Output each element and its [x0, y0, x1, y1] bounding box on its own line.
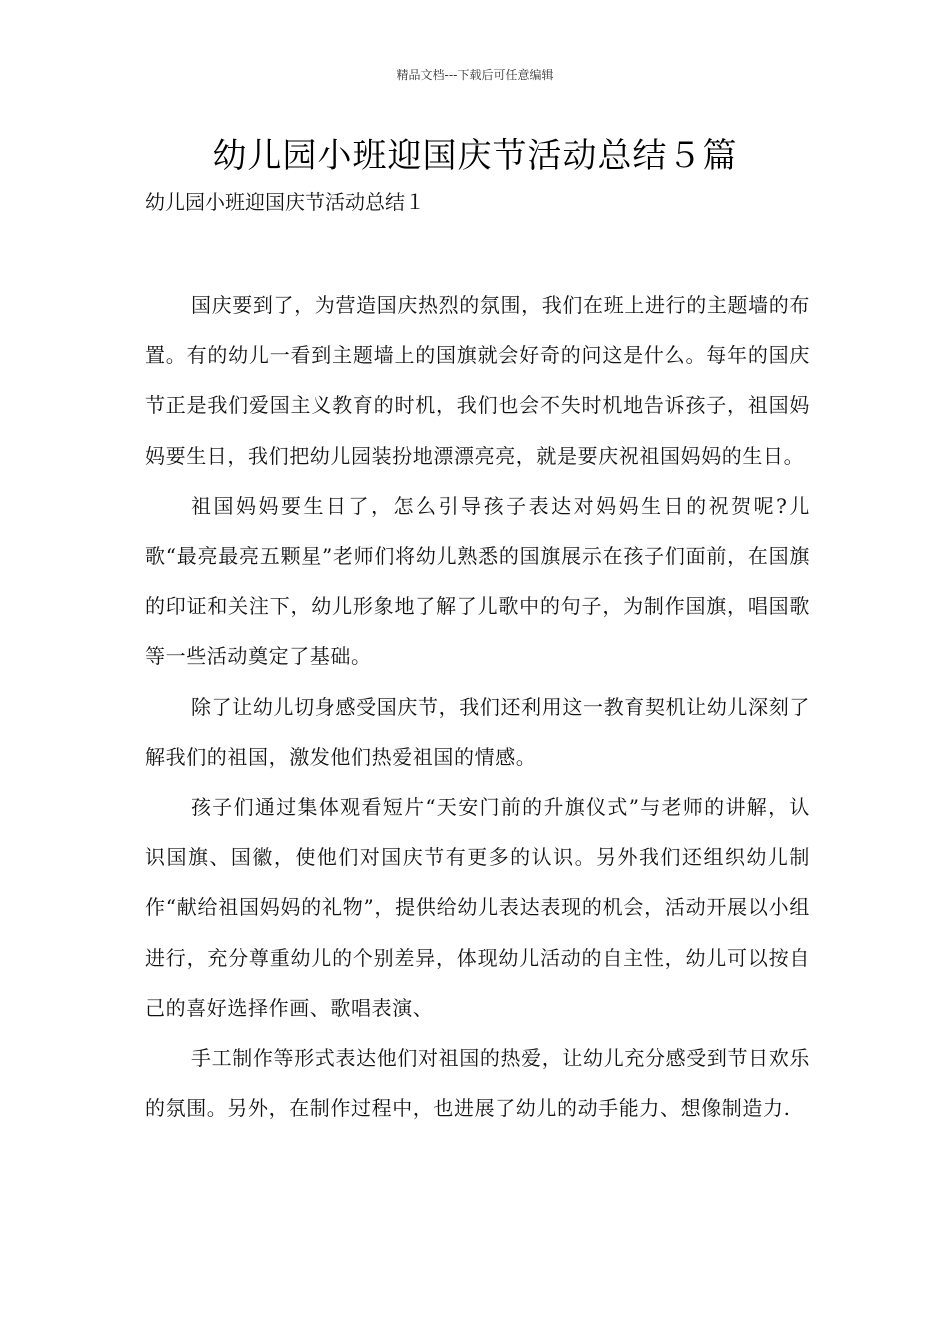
paragraph: 孩子们通过集体观看短片“天安门前的升旗仪式”与老师的讲解，认识国旗、国徽，使他们对国庆节有更多的认识。另外我们还组织幼儿制作“献给祖国妈妈的礼物”，提供给幼儿表达表现的机会，活动开展以小组进行，充分尊重幼儿的个别差异，体现幼儿活动的自主性，幼儿可以按自己的喜好选择作画、歌唱表演、 — [145, 795, 810, 1020]
paragraph: 除了让幼儿切身感受国庆节，我们还利用这一教育契机让幼儿深刻了解我们的祖国，激发他们热爱祖国的情感。 — [145, 694, 810, 769]
paragraph: 国庆要到了，为营造国庆热烈的氛围，我们在班上进行的主题墙的布置。有的幼儿一看到主题墙上的国旗就会好奇的问这是什么。每年的国庆节正是我们爱国主义教育的时机，我们也会不失时机地告诉孩子，祖国妈妈要生日，我们把幼儿园装扮地漂漂亮亮，就是要庆祝祖国妈妈的生日。 — [145, 293, 810, 468]
page-header-note: 精品文档---下载后可任意编辑 — [396, 68, 554, 82]
document-body — [145, 280, 810, 1133]
paragraph: 祖国妈妈要生日了，怎么引导孩子表达对妈妈生日的祝贺呢?儿歌“最亮最亮五颗星”老师们将幼儿熟悉的国旗展示在孩子们面前，在国旗的印证和关注下，幼儿形象地了解了儿歌中的句子，为制作国旗，唱国歌等一些活动奠定了基础。 — [145, 493, 810, 669]
section-title: 幼儿园小班迎国庆节活动总结１ — [145, 190, 425, 214]
paragraph: 手工制作等形式表达他们对祖国的热爱，让幼儿充分感受到节日欢乐的氛围。另外，在制作过程中，也进展了幼儿的动手能力、想像制造力. — [145, 1046, 810, 1121]
document-title: 幼儿园小班迎国庆节活动总结５篇 — [212, 136, 738, 176]
